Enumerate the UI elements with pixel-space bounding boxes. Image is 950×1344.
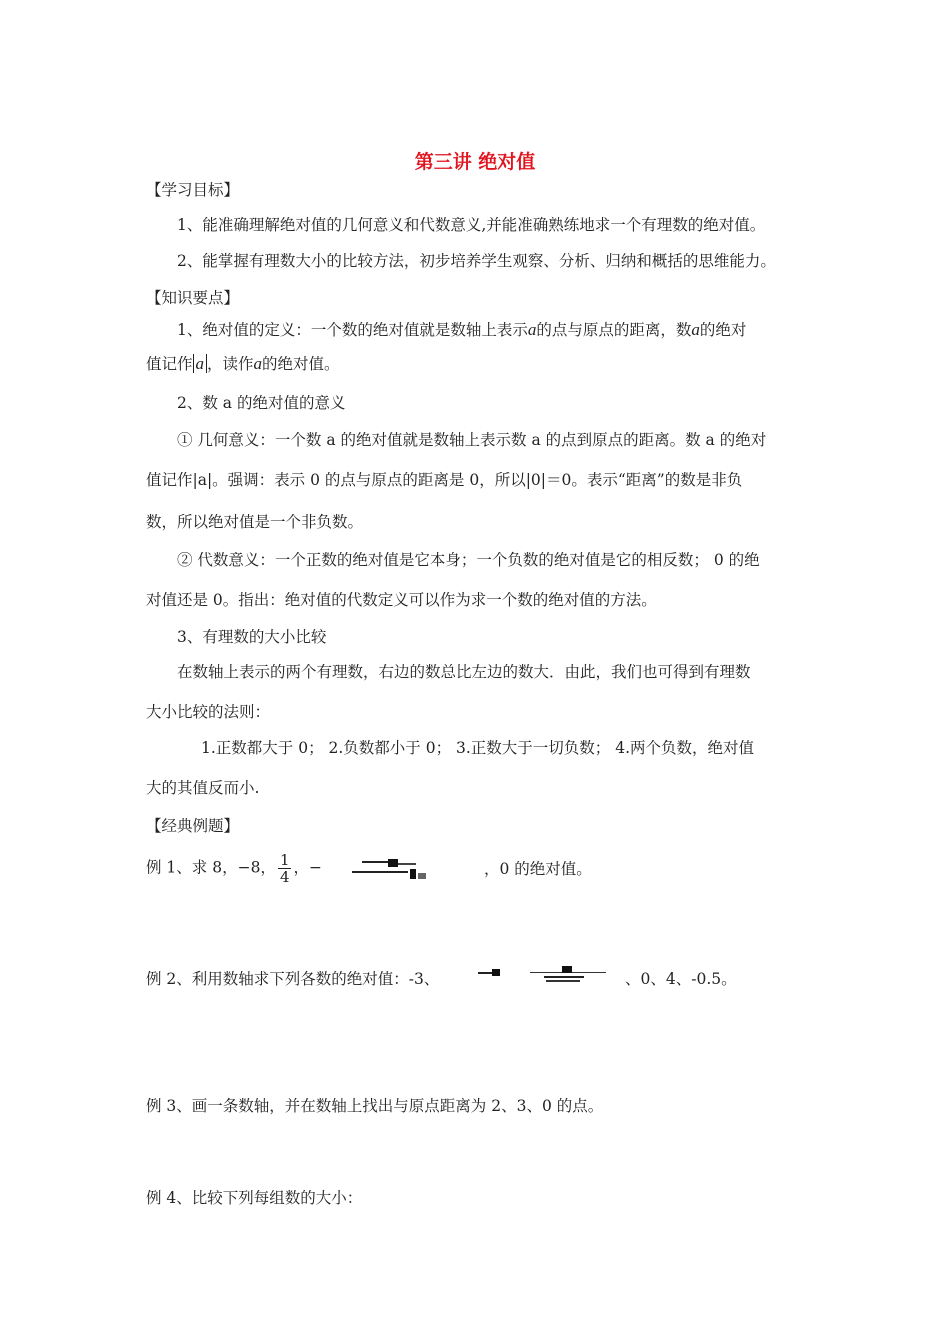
knowledge-2: 2、数 a 的绝对值的意义 [177, 394, 346, 412]
comparison-rules-line1: 1.正数都大于 0； 2.负数都小于 0； 3.正数大于一切负数； 4.两个负数，绝对值 [201, 739, 755, 757]
fraction-one-quarter: $\frac{1}{4}$ [279, 851, 290, 886]
algebraic-meaning-line2: 对值还是 0。指出：绝对值的代数定义可以作为求一个数的绝对值的方法。 [146, 591, 657, 609]
comparison-para-line2: 大小比较的法则： [146, 703, 271, 721]
garbled-formula-image-2 [478, 966, 608, 988]
goal-2: 2、能掌握有理数大小的比较方法，初步培养学生观察、分析、归纳和概括的思维能力。 [177, 252, 776, 270]
example-2: 例 2、利用数轴求下列各数的绝对值：-3、 [146, 970, 440, 988]
example-1-tail: ，0 的绝对值。 [484, 860, 592, 878]
algebraic-meaning-line1: ② 代数意义：一个正数的绝对值是它本身；一个负数的绝对值是它的相反数； 0 的绝 [177, 551, 760, 569]
geometric-meaning-line1: ① 几何意义：一个数 a 的绝对值就是数轴上表示数 a 的点到原点的距离。数 a 的绝对 [177, 431, 767, 449]
knowledge-3: 3、有理数的大小比较 [177, 628, 327, 646]
goals-header: 【学习目标】 [146, 181, 240, 199]
abs-a-expression: a [193, 354, 208, 373]
knowledge-1-line2: 值记作 a ，读作a的绝对值。 [146, 354, 340, 373]
comparison-rules-line2: 大的其值反而小. [146, 779, 260, 797]
comparison-para-line1: 在数轴上表示的两个有理数，右边的数总比左边的数大．由此，我们也可得到有理数 [177, 663, 751, 681]
page-title: 第三讲 绝对值 [414, 151, 536, 173]
example-3: 例 3、画一条数轴，并在数轴上找出与原点距离为 2、3、0 的点。 [146, 1097, 604, 1115]
geometric-meaning-line2: 值记作|a|。强调：表示 0 的点与原点的距离是 0，所以|0|＝0。表示“距离”的数是非负 [146, 471, 743, 489]
example-1: 例 1、求 8，−8， $\frac{1}{4}$ ，− [146, 851, 322, 886]
garbled-formula-image [352, 859, 432, 883]
example-2-tail: 、0、4、-0.5。 [625, 970, 737, 988]
example-4: 例 4、比较下列每组数的大小： [146, 1189, 363, 1207]
knowledge-header: 【知识要点】 [146, 289, 240, 307]
examples-header: 【经典例题】 [146, 817, 240, 835]
goal-1: 1、能准确理解绝对值的几何意义和代数意义,并能准确熟练地求一个有理数的绝对值。 [177, 216, 766, 234]
geometric-meaning-line3: 数，所以绝对值是一个非负数。 [146, 513, 364, 531]
knowledge-1-line1: 1、绝对值的定义：一个数的绝对值就是数轴上表示a的点与原点的距离，数a的绝对 [177, 320, 747, 339]
